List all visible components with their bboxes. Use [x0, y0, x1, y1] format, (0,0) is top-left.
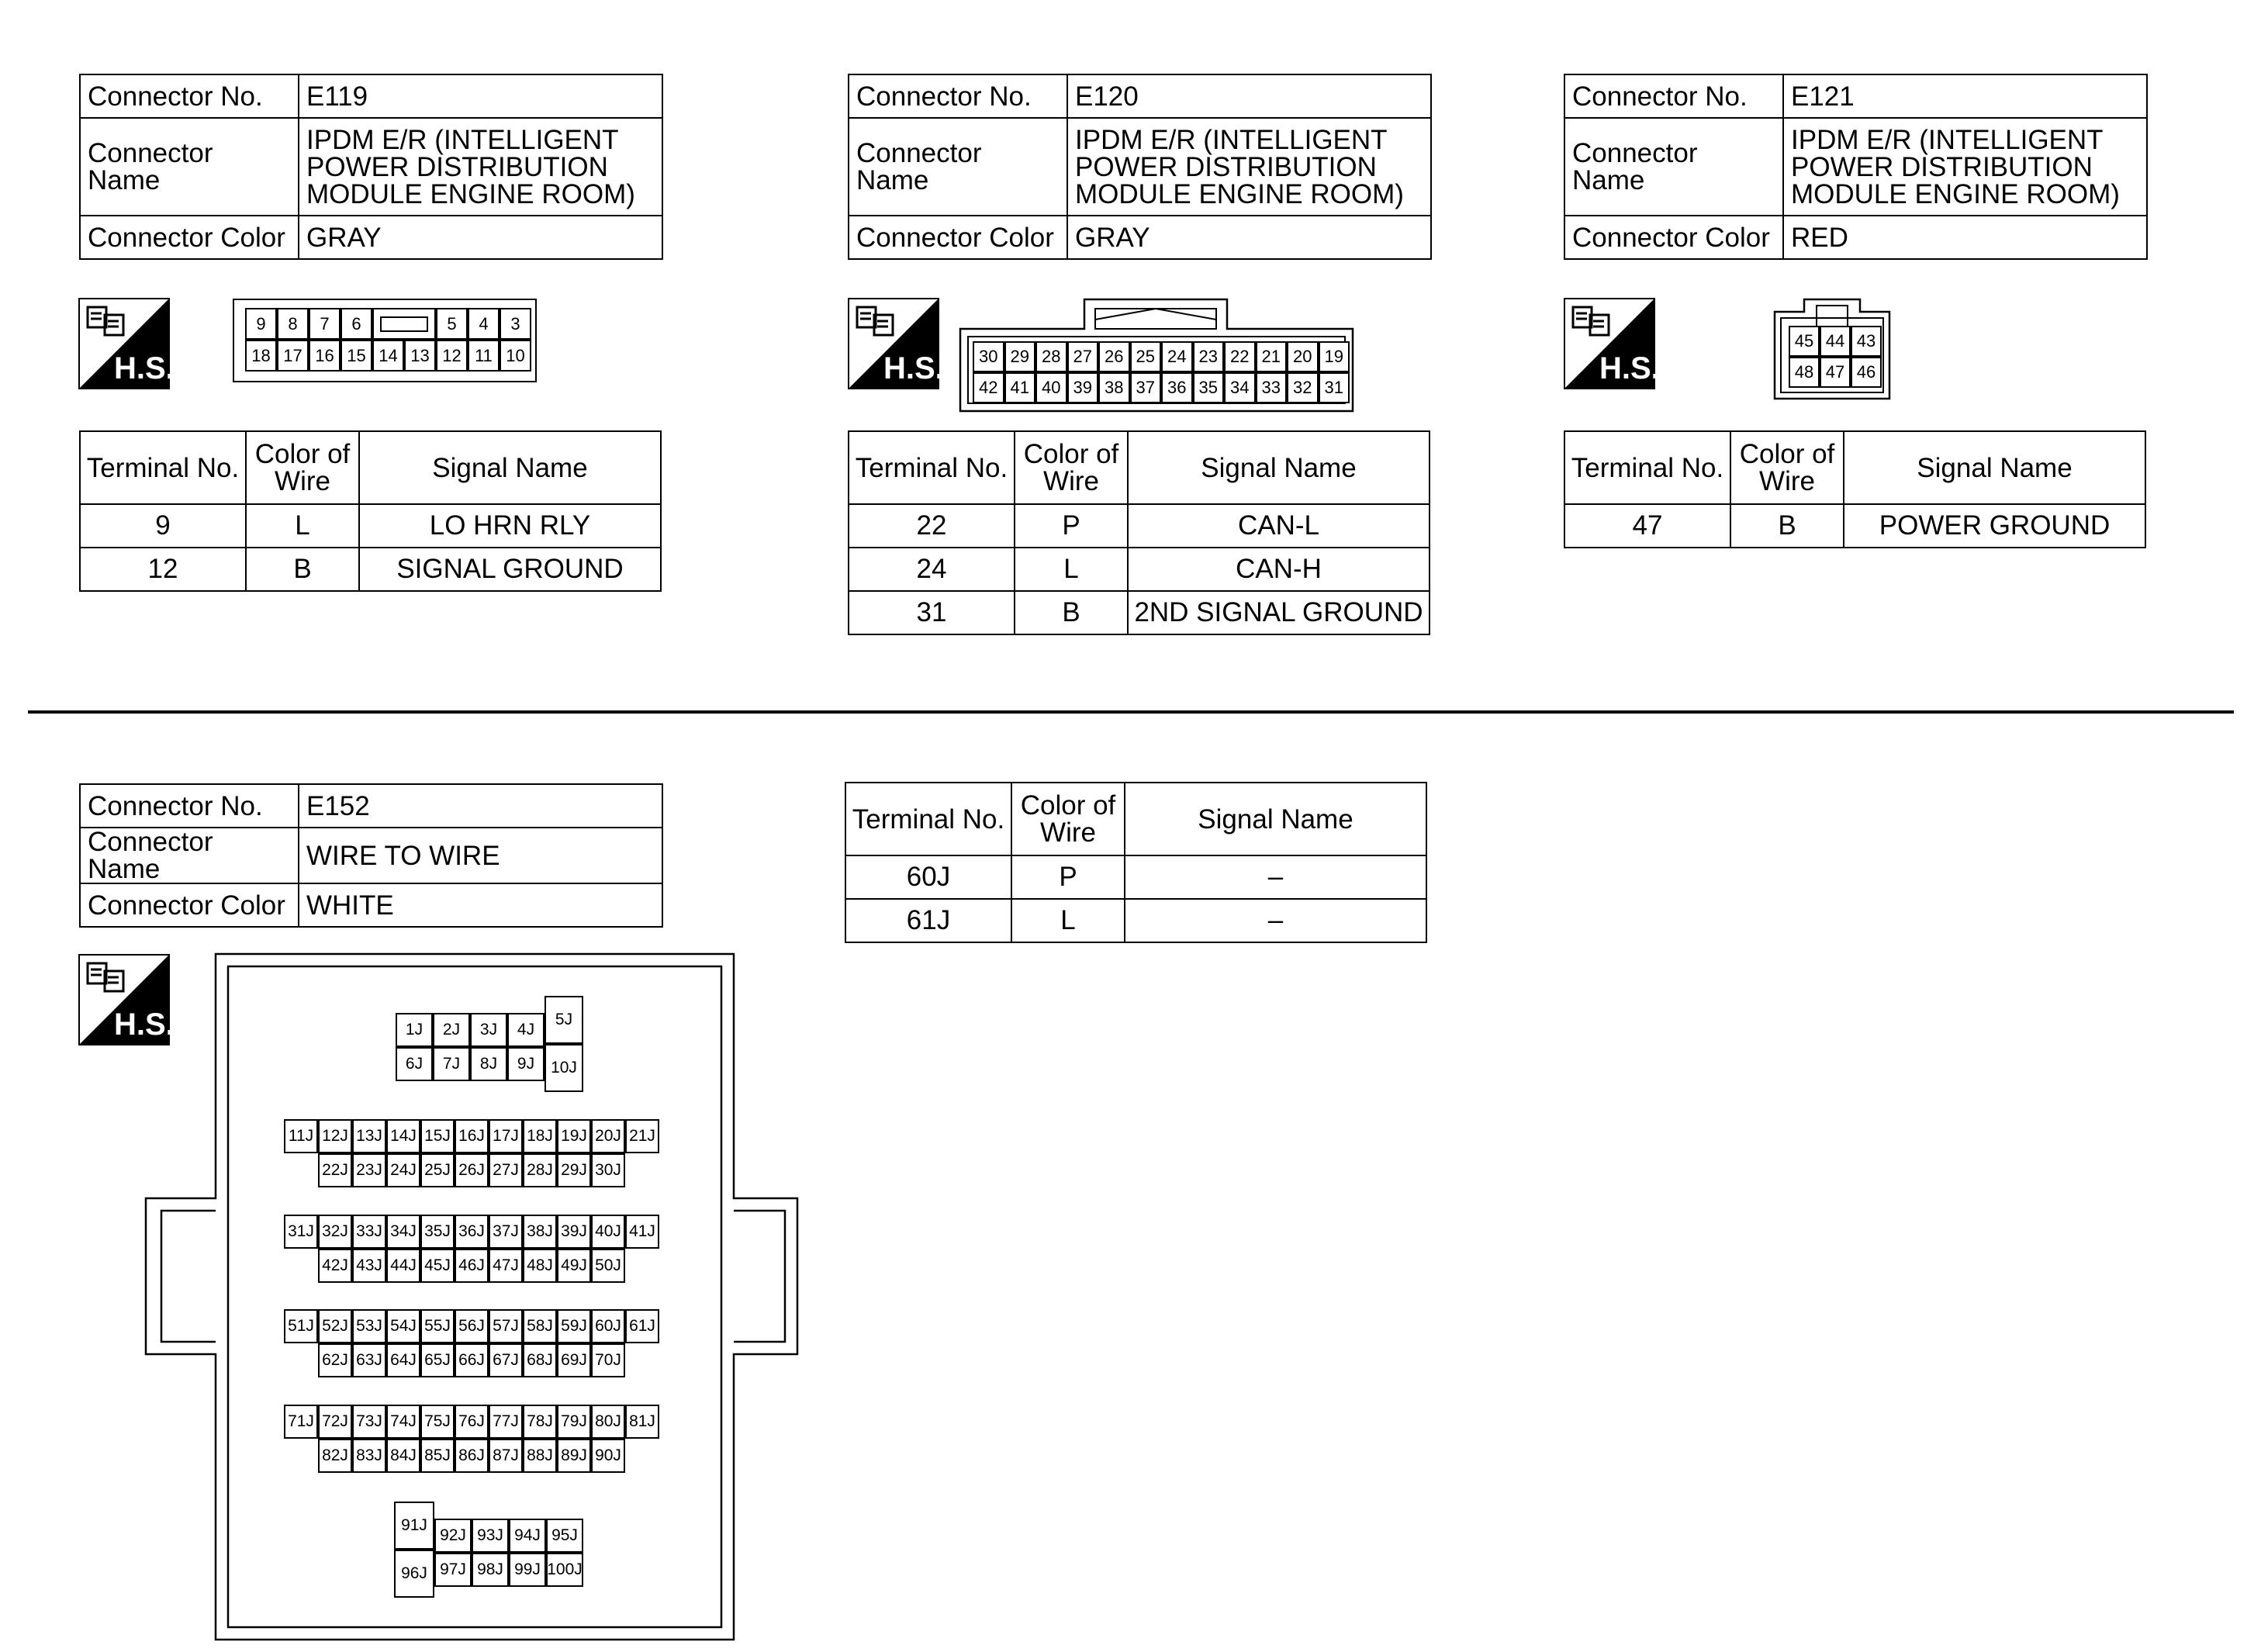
terminal-pin: 25: [1130, 341, 1162, 372]
terminal-pin: 93J: [472, 1519, 509, 1553]
terminal-pin: 31J: [284, 1215, 318, 1249]
terminal-pin: 45: [1789, 326, 1820, 357]
connector-info-table-e152: [79, 783, 663, 928]
terminal-pin: 9J: [507, 1047, 545, 1081]
terminal-pin: 38: [1098, 372, 1130, 403]
terminal-pin: 3J: [470, 1013, 507, 1047]
signal-name: LO HRN RLY: [359, 504, 661, 548]
terminal-pin: 22: [1224, 341, 1256, 372]
connector-number-label: Connector No.: [849, 74, 1067, 118]
terminal-pin: 80J: [591, 1405, 625, 1439]
terminal-pin: 18: [245, 340, 277, 372]
terminal-pin: 38J: [523, 1215, 557, 1249]
terminal-no: 61J: [845, 899, 1011, 942]
terminal-pin: 87J: [489, 1439, 523, 1473]
terminal-pin: 26: [1098, 341, 1130, 372]
terminal-pin: 82J: [318, 1439, 352, 1473]
connector-name-label: Connector Name: [1564, 118, 1783, 216]
terminal-no: 60J: [845, 855, 1011, 899]
terminal-pin: 29: [1004, 341, 1036, 372]
terminal-pin: 91J: [394, 1502, 434, 1550]
connector-name: [1067, 118, 1431, 216]
terminal-pin: 47: [1820, 357, 1851, 388]
connector-name: [299, 118, 662, 216]
terminal-pin: 71J: [284, 1405, 318, 1439]
terminal-pin: 76J: [455, 1405, 489, 1439]
connector-number-label: Connector No.: [80, 784, 299, 828]
terminal-pin: 100J: [546, 1553, 583, 1587]
terminal-pin: 58J: [523, 1309, 557, 1343]
table-row: [849, 591, 1430, 634]
connector-color: WHITE: [299, 883, 662, 927]
connector-name: [1783, 118, 2147, 216]
terminal-no-header: Terminal No.: [80, 431, 246, 504]
key-slot-inner: [380, 316, 428, 332]
signal-name: CAN-H: [1128, 548, 1430, 591]
terminal-pin: 8: [277, 308, 309, 340]
connector-info-table-e120: [848, 74, 1432, 260]
terminal-pin: 43: [1851, 326, 1882, 357]
wire-color: B: [246, 548, 359, 591]
table-row: [1564, 504, 2145, 548]
connector-key-slot: [372, 308, 436, 340]
terminal-table-e152: [845, 782, 1427, 943]
terminal-pin: 5: [436, 308, 468, 340]
terminal-no: 9: [80, 504, 246, 548]
harness-side-label: H.S.: [883, 351, 939, 385]
terminal-pin: 51J: [284, 1309, 318, 1343]
terminal-no-header: Terminal No.: [845, 783, 1011, 855]
terminal-pin: 23J: [352, 1153, 386, 1187]
terminal-pin: 31: [1319, 372, 1350, 403]
connector-name-line: POWER DISTRIBUTION: [1791, 151, 2093, 182]
terminal-pin: 37: [1130, 372, 1162, 403]
terminal-pin: 88J: [523, 1439, 557, 1473]
terminal-pin: 56J: [455, 1309, 489, 1343]
terminal-pin: 44: [1820, 326, 1851, 357]
terminal-pin: 94J: [509, 1519, 546, 1553]
terminal-pin: 8J: [470, 1047, 507, 1081]
terminal-pin: 2J: [433, 1013, 470, 1047]
terminal-pin: 55J: [420, 1309, 455, 1343]
terminal-pin: 33: [1256, 372, 1288, 403]
connector-number: E121: [1783, 74, 2147, 118]
terminal-pin: 35J: [420, 1215, 455, 1249]
terminal-pin: 15J: [420, 1119, 455, 1153]
connector-color-label: Connector Color: [80, 216, 299, 259]
terminal-pin: 10J: [545, 1044, 583, 1092]
terminal-pin: 11: [468, 340, 500, 372]
connector-name: WIRE TO WIRE: [299, 828, 662, 883]
connector-color: GRAY: [299, 216, 662, 259]
terminal-pin: 4J: [507, 1013, 545, 1047]
wire-color: B: [1015, 591, 1128, 634]
terminal-pin: 89J: [557, 1439, 591, 1473]
terminal-pin: 40J: [591, 1215, 625, 1249]
wire-color: L: [246, 504, 359, 548]
connector-info-table-e119: [79, 74, 663, 260]
terminal-pin: 23: [1193, 341, 1225, 372]
terminal-pin: 86J: [455, 1439, 489, 1473]
signal-name: –: [1125, 899, 1426, 942]
terminal-pin: 24J: [386, 1153, 420, 1187]
terminal-pin: 20: [1287, 341, 1319, 372]
wire-color-header: Color of Wire: [1730, 431, 1844, 504]
table-row: [849, 504, 1430, 548]
terminal-pin: 47J: [489, 1249, 523, 1283]
terminal-pin: 72J: [318, 1405, 352, 1439]
terminal-pin: 34: [1224, 372, 1256, 403]
wire-color: P: [1011, 855, 1125, 899]
terminal-pin: 84J: [386, 1439, 420, 1473]
terminal-pin: 36: [1161, 372, 1193, 403]
wire-color: L: [1011, 899, 1125, 942]
terminal-pin: 69J: [557, 1343, 591, 1377]
terminal-pin: 5J: [545, 996, 583, 1044]
terminal-pin: 63J: [352, 1343, 386, 1377]
signal-name: SIGNAL GROUND: [359, 548, 661, 591]
signal-name-header: Signal Name: [1128, 431, 1430, 504]
wire-color: B: [1730, 504, 1844, 548]
wire-color: L: [1015, 548, 1128, 591]
terminal-pin: 28: [1035, 341, 1067, 372]
connector-color-label: Connector Color: [849, 216, 1067, 259]
terminal-pin: 64J: [386, 1343, 420, 1377]
terminal-pin: 6: [341, 308, 372, 340]
connector-number-label: Connector No.: [80, 74, 299, 118]
terminal-pin: 40: [1035, 372, 1067, 403]
terminal-pin: 99J: [509, 1553, 546, 1587]
terminal-pin: 26J: [455, 1153, 489, 1187]
terminal-pin: 68J: [523, 1343, 557, 1377]
terminal-pin: 35: [1193, 372, 1225, 403]
terminal-pin: 48: [1789, 357, 1820, 388]
terminal-pin: 54J: [386, 1309, 420, 1343]
terminal-pin: 98J: [472, 1553, 509, 1587]
terminal-pin: 74J: [386, 1405, 420, 1439]
terminal-pin: 70J: [591, 1343, 625, 1377]
table-row: [849, 548, 1430, 591]
terminal-pin: 27: [1067, 341, 1099, 372]
terminal-pin: 33J: [352, 1215, 386, 1249]
table-row: [80, 504, 661, 548]
signal-name: –: [1125, 855, 1426, 899]
terminal-pin: 19J: [557, 1119, 591, 1153]
terminal-pin: 78J: [523, 1405, 557, 1439]
terminal-pin: 11J: [284, 1119, 318, 1153]
terminal-pin: 4: [468, 308, 500, 340]
section-divider: [28, 710, 2234, 714]
terminal-table-e119: [79, 430, 662, 592]
terminal-pin: 32: [1287, 372, 1319, 403]
terminal-pin: 95J: [546, 1519, 583, 1553]
connector-name-label: Connector Name: [80, 118, 299, 216]
signal-name: 2ND SIGNAL GROUND: [1128, 591, 1430, 634]
wire-color-header: Color of Wire: [246, 431, 359, 504]
signal-name-header: Signal Name: [359, 431, 661, 504]
signal-name-header: Signal Name: [1844, 431, 2145, 504]
terminal-pin: 73J: [352, 1405, 386, 1439]
terminal-pin: 30J: [591, 1153, 625, 1187]
terminal-pin: 41: [1004, 372, 1036, 403]
harness-side-label: H.S.: [114, 1007, 170, 1042]
terminal-pin: 53J: [352, 1309, 386, 1343]
harness-side-icon: [78, 298, 170, 389]
table-row: [80, 548, 661, 591]
harness-side-icon: [848, 298, 939, 389]
terminal-pin: 42J: [318, 1249, 352, 1283]
terminal-pin: 97J: [434, 1553, 472, 1587]
terminal-pin: 32J: [318, 1215, 352, 1249]
harness-side-icon: [1564, 298, 1655, 389]
terminal-pin: 20J: [591, 1119, 625, 1153]
table-row: [845, 899, 1426, 942]
terminal-no: 24: [849, 548, 1015, 591]
terminal-pin: 39: [1067, 372, 1099, 403]
terminal-pin: 22J: [318, 1153, 352, 1187]
terminal-pin: 36J: [455, 1215, 489, 1249]
terminal-pin: 81J: [625, 1405, 659, 1439]
terminal-pin: 52J: [318, 1309, 352, 1343]
terminal-pin: 17: [277, 340, 309, 372]
terminal-pin: 27J: [489, 1153, 523, 1187]
terminal-pin: 15: [341, 340, 372, 372]
terminal-pin: 28J: [523, 1153, 557, 1187]
terminal-pin: 30: [973, 341, 1004, 372]
terminal-pin: 77J: [489, 1405, 523, 1439]
terminal-no: 12: [80, 548, 246, 591]
harness-side-label: H.S.: [1599, 351, 1655, 385]
terminal-pin: 90J: [591, 1439, 625, 1473]
connector-name-line: IPDM E/R (INTELLIGENT: [306, 124, 619, 155]
terminal-pin: 13: [404, 340, 436, 372]
terminal-no: 31: [849, 591, 1015, 634]
terminal-pin: 37J: [489, 1215, 523, 1249]
harness-side-label: H.S.: [114, 351, 170, 385]
terminal-pin: 49J: [557, 1249, 591, 1283]
terminal-pin: 1J: [396, 1013, 433, 1047]
terminal-pin: 46: [1851, 357, 1882, 388]
connector-info-table-e121: [1564, 74, 2148, 260]
connector-name-label: Connector Name: [80, 828, 299, 883]
terminal-pin: 7J: [433, 1047, 470, 1081]
terminal-no-header: Terminal No.: [1564, 431, 1730, 504]
terminal-pin: 25J: [420, 1153, 455, 1187]
connector-color: GRAY: [1067, 216, 1431, 259]
terminal-pin: 65J: [420, 1343, 455, 1377]
terminal-pin: 44J: [386, 1249, 420, 1283]
terminal-pin: 34J: [386, 1215, 420, 1249]
terminal-pin: 7: [309, 308, 341, 340]
terminal-pin: 14: [372, 340, 404, 372]
terminal-pin: 18J: [523, 1119, 557, 1153]
terminal-pin: 24: [1161, 341, 1193, 372]
terminal-pin: 41J: [625, 1215, 659, 1249]
connector-number: E120: [1067, 74, 1431, 118]
terminal-pin: 10: [500, 340, 531, 372]
terminal-no-header: Terminal No.: [849, 431, 1015, 504]
terminal-pin: 21: [1256, 341, 1288, 372]
wire-color-header: Color of Wire: [1015, 431, 1128, 504]
terminal-no: 22: [849, 504, 1015, 548]
signal-name: POWER GROUND: [1844, 504, 2145, 548]
terminal-pin: 85J: [420, 1439, 455, 1473]
terminal-pin: 43J: [352, 1249, 386, 1283]
connector-name-line: MODULE ENGINE ROOM): [306, 178, 635, 209]
terminal-pin: 66J: [455, 1343, 489, 1377]
connector-number-label: Connector No.: [1564, 74, 1783, 118]
terminal-pin: 46J: [455, 1249, 489, 1283]
connector-name-line: IPDM E/R (INTELLIGENT: [1075, 124, 1388, 155]
terminal-pin: 96J: [394, 1550, 434, 1598]
terminal-pin: 17J: [489, 1119, 523, 1153]
terminal-no: 47: [1564, 504, 1730, 548]
connector-name-line: POWER DISTRIBUTION: [306, 151, 608, 182]
connector-name-line: MODULE ENGINE ROOM): [1075, 178, 1404, 209]
terminal-pin: 16J: [455, 1119, 489, 1153]
terminal-pin: 12: [436, 340, 468, 372]
terminal-table-e121: [1564, 430, 2146, 548]
signal-name: CAN-L: [1128, 504, 1430, 548]
terminal-pin: 19: [1319, 341, 1350, 372]
connector-number: E152: [299, 784, 662, 828]
terminal-pin: 6J: [396, 1047, 433, 1081]
connector-name-line: IPDM E/R (INTELLIGENT: [1791, 124, 2104, 155]
terminal-pin: 59J: [557, 1309, 591, 1343]
terminal-pin: 92J: [434, 1519, 472, 1553]
terminal-pin: 75J: [420, 1405, 455, 1439]
wire-color: P: [1015, 504, 1128, 548]
connector-name-line: POWER DISTRIBUTION: [1075, 151, 1377, 182]
table-row: [845, 855, 1426, 899]
connector-color: RED: [1783, 216, 2147, 259]
connector-color-label: Connector Color: [1564, 216, 1783, 259]
terminal-pin: 79J: [557, 1405, 591, 1439]
terminal-pin: 61J: [625, 1309, 659, 1343]
terminal-pin: 39J: [557, 1215, 591, 1249]
wire-color-header: Color of Wire: [1011, 783, 1125, 855]
terminal-pin: 12J: [318, 1119, 352, 1153]
terminal-table-e120: [848, 430, 1430, 635]
terminal-pin: 50J: [591, 1249, 625, 1283]
terminal-pin: 13J: [352, 1119, 386, 1153]
terminal-pin: 21J: [625, 1119, 659, 1153]
terminal-pin: 42: [973, 372, 1004, 403]
terminal-pin: 67J: [489, 1343, 523, 1377]
terminal-pin: 3: [500, 308, 531, 340]
signal-name-header: Signal Name: [1125, 783, 1426, 855]
terminal-pin: 16: [309, 340, 341, 372]
connector-name-line: MODULE ENGINE ROOM): [1791, 178, 2120, 209]
connector-number: E119: [299, 74, 662, 118]
connector-name-label: Connector Name: [849, 118, 1067, 216]
terminal-pin: 48J: [523, 1249, 557, 1283]
terminal-pin: 57J: [489, 1309, 523, 1343]
terminal-pin: 14J: [386, 1119, 420, 1153]
terminal-pin: 29J: [557, 1153, 591, 1187]
terminal-pin: 60J: [591, 1309, 625, 1343]
connector-color-label: Connector Color: [80, 883, 299, 927]
terminal-pin: 62J: [318, 1343, 352, 1377]
terminal-pin: 9: [245, 308, 277, 340]
terminal-pin: 83J: [352, 1439, 386, 1473]
terminal-pin: 45J: [420, 1249, 455, 1283]
